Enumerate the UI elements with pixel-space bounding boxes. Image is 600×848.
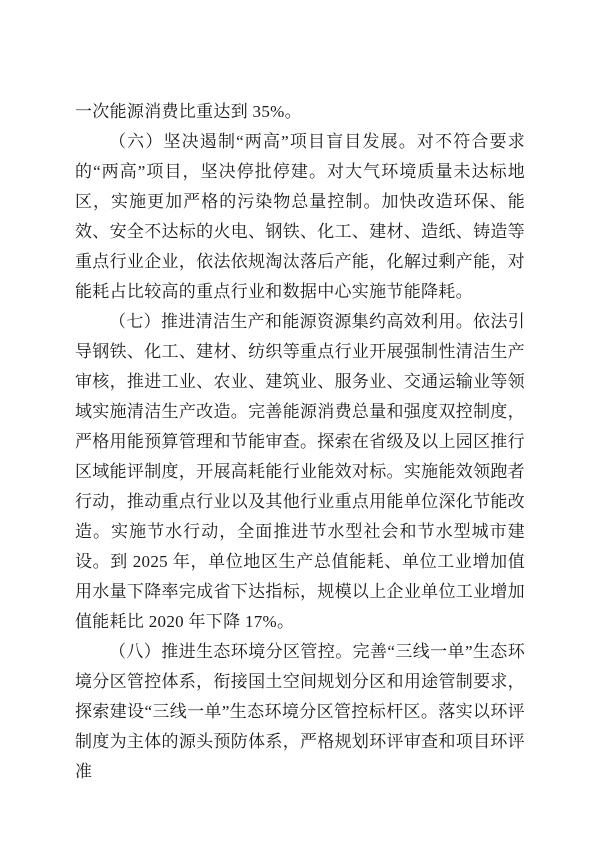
paragraph-continuation: 一次能源消费比重达到 35%。 bbox=[75, 102, 302, 121]
document-text-block bbox=[75, 97, 525, 787]
paragraph-item-7: （七）推进清洁生产和能源资源集约高效利用。依法引导钢铁、化工、建材、纺织等重点行业开展强制性清洁生产审核，推进工业、农业、建筑业、服务业、交通运输业等领域实施清洁生产改造。完善能源消费总量和强度双控制度，严格用能预算管理和节能审查。探索在省级及以上园区推行区域能评制度，开展高耗能行业能效对标。实施能效领跑者行动，推动重点行业以及其他行业重点用能单位深化节能改造。实施节水行动，全面推进节水型社会和节水型城市建设。到 2025 年，单位地区生产总值能耗、单位工业增加值用水量下降率完成省下达指标，规模以上企业单位工业增加值能耗比 2020 年下降 17%。 bbox=[75, 312, 525, 631]
paragraph-item-8: （八）推进生态环境分区管控。完善“三线一单”生态环境分区管控体系，衔接国土空间规划分区和用途管制要求，探索建设“三线一单”生态环境分区管控标杆区。落实以环评制度为主体的源头预防体系，严格规划环评审查和项目环评准 bbox=[75, 642, 525, 781]
paragraph-item-6: （六）坚决遏制“两高”项目盲目发展。对不符合要求的“两高”项目，坚决停批停建。对大气环境质量未达标地区，实施更加严格的污染物总量控制。加快改造环保、能效、安全不达标的火电、钢铁、化工、建材、造纸、铸造等重点行业企业，依法依规淘汰落后产能，化解过剩产能，对能耗占比较高的重点行业和数据中心实施节能降耗。 bbox=[75, 132, 525, 301]
